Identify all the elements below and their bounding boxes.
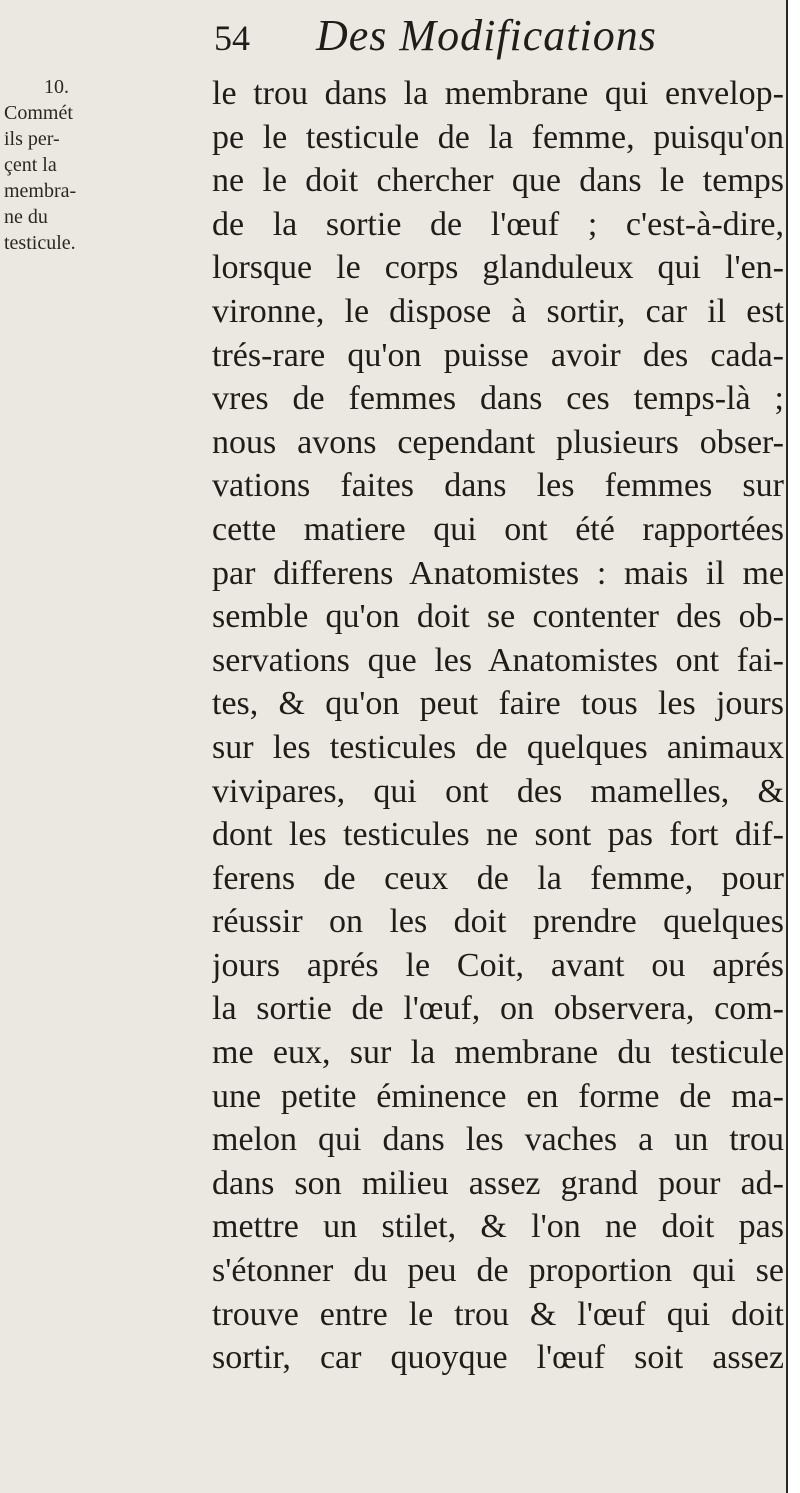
text-line: servations que les Anatomistes ont fai- [212, 641, 784, 679]
text-line: ne le doit chercher que dans le temps [212, 162, 784, 200]
text-line: tes, & qu'on peut faire tous les jours [212, 685, 784, 723]
text-line: sortir, car quoyque l'œuf soit assez [212, 1339, 784, 1377]
text-line: cette matiere qui ont été rapportées [212, 510, 784, 548]
page-number: 54 [214, 18, 250, 58]
text-line: sur les testicules de quelques animaux [212, 728, 784, 766]
text-line: vironne, le dispose à sortir, car il est [212, 292, 784, 330]
margin-note-line: çent la [4, 154, 57, 176]
body-text [212, 72, 784, 1380]
margin-note-line: ils per- [4, 128, 60, 150]
text-line: pe le testicule de la femme, puisqu'on [212, 118, 784, 156]
text-line: dont les testicules ne sont pas fort dif- [212, 816, 784, 854]
text-line: dans son milieu assez grand pour ad- [212, 1164, 784, 1202]
page-header [214, 10, 657, 60]
text-line: mettre un stilet, & l'on ne doit pas [212, 1208, 784, 1246]
text-line: me eux, sur la membrane du testicule [212, 1034, 784, 1072]
text-line: par differens Anatomistes : mais il me [212, 554, 784, 592]
text-line: la sortie de l'œuf, on observera, com- [212, 990, 784, 1028]
text-line: ferens de ceux de la femme, pour [212, 859, 784, 897]
margin-note-line: 10. [44, 76, 69, 98]
text-line: trouve entre le trou & l'œuf qui doit [212, 1295, 784, 1333]
text-line: de la sortie de l'œuf ; c'est-à-dire, [212, 205, 784, 243]
running-title: Des Modifications [316, 11, 657, 60]
margin-note-line: testicule. [4, 232, 76, 254]
text-line: nous avons cependant plusieurs obser- [212, 423, 784, 461]
text-line: le trou dans la membrane qui envelop- [212, 75, 784, 112]
text-line: melon qui dans les vaches a un trou [212, 1121, 784, 1159]
text-line: vres de femmes dans ces temps-là ; [212, 380, 784, 418]
page-edge [786, 0, 800, 1493]
margin-note-line: Commét [4, 102, 73, 124]
text-line: semble qu'on doit se contenter des ob- [212, 598, 784, 636]
text-line: trés-rare qu'on puisse avoir des cada- [212, 336, 784, 374]
text-line: jours aprés le Coit, avant ou aprés [212, 946, 784, 984]
text-line: vations faites dans les femmes sur [212, 467, 784, 505]
text-line: vivipares, qui ont des mamelles, & [212, 772, 784, 810]
margin-note-line: ne du [4, 206, 48, 228]
text-line: s'étonner du peu de proportion qui se [212, 1252, 784, 1290]
text-line: réussir on les doit prendre quelques [212, 903, 784, 941]
margin-note [4, 74, 104, 256]
text-line: lorsque le corps glanduleux qui l'en- [212, 249, 784, 287]
margin-note-line: membra- [4, 180, 77, 202]
text-line: une petite éminence en forme de ma- [212, 1077, 784, 1115]
